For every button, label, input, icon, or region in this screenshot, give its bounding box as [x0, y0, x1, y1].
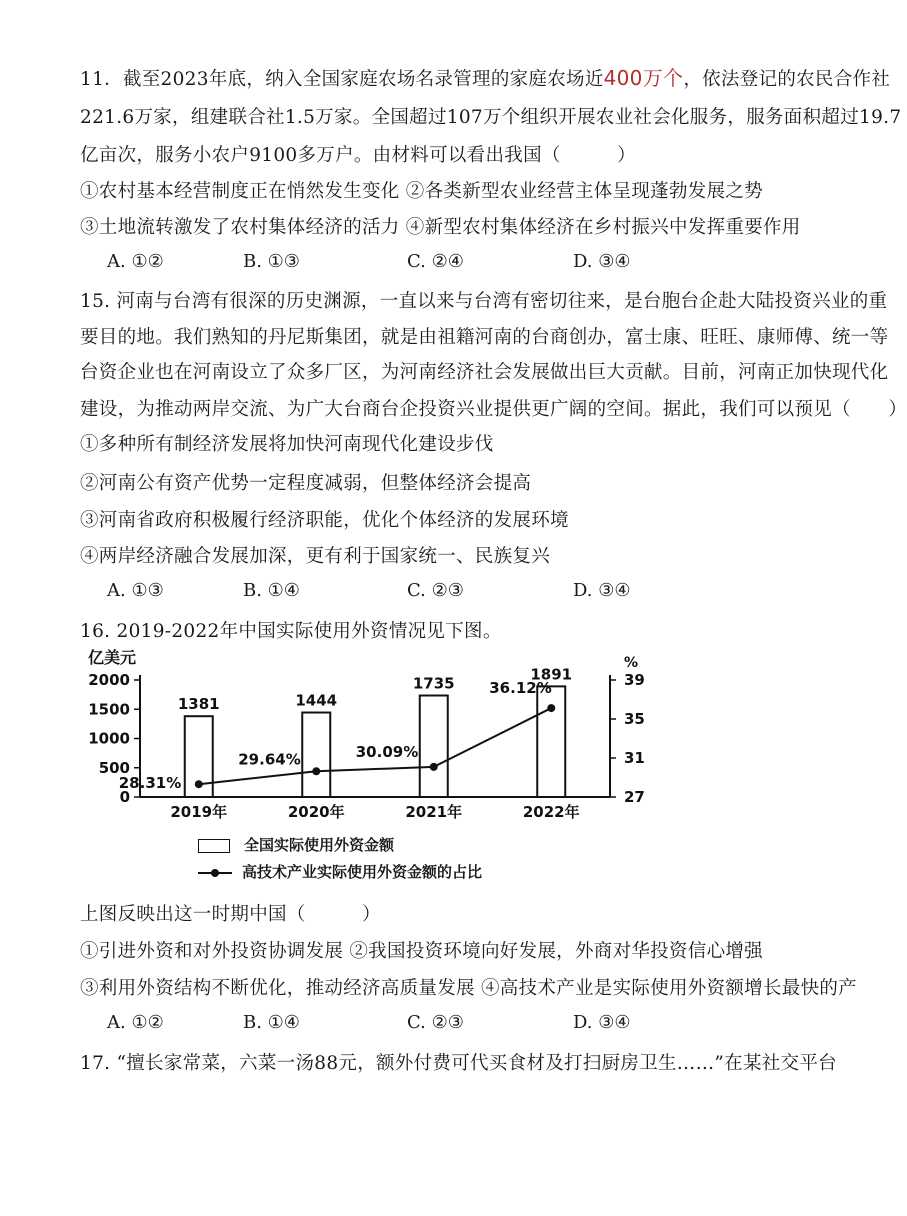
bar-value-label: 1735 [412, 674, 455, 693]
y2-tick-label: 35 [624, 710, 645, 728]
q14-handwritten-annotation: 400万个 [603, 66, 684, 90]
q14-statement-12: ①农村基本经营制度正在悄然发生变化 ②各类新型农业经营主体呈现蓬勃发展之势 [80, 181, 763, 202]
q15-option-b[interactable]: B. ①④ [243, 580, 300, 601]
y-axis-title: 亿美元 [88, 648, 137, 667]
q15-option-c[interactable]: C. ②③ [407, 580, 464, 601]
line-point [195, 780, 203, 788]
q15-statement-3: ③河南省政府积极履行经济职能，优化个体经济的发展环境 [80, 510, 569, 531]
y2-tick-label: 39 [624, 671, 645, 689]
q14-option-d[interactable]: D. ③④ [573, 251, 631, 272]
y-tick-label: 2000 [88, 671, 130, 689]
q16-statement-34: ③利用外资结构不断优化，推动经济高质量发展 ④高技术产业是实际使用外资额增长最快的产 [80, 978, 857, 999]
q16-option-d[interactable]: D. ③④ [573, 1012, 631, 1033]
q14-line-1 [80, 62, 890, 91]
q14-option-b[interactable]: B. ①③ [243, 251, 300, 272]
q14-option-a[interactable]: A. ①② [107, 251, 164, 272]
legend-line [198, 861, 482, 882]
q14-text-a: 11．截至2023年底，纳入全国家庭农场名录管理的家庭农场近 [80, 69, 604, 90]
bar-value-label: 1444 [295, 691, 338, 710]
x-tick-label: 2022年 [522, 803, 580, 821]
y-tick-label: 1500 [88, 700, 130, 719]
legend-bar-label: 全国实际使用外资金额 [244, 836, 395, 854]
bar [302, 713, 330, 797]
line-value-label: 36.12% [489, 679, 552, 698]
y-tick-label: 0 [119, 788, 130, 806]
line-point [312, 767, 320, 775]
foreign-investment-chart [80, 645, 680, 825]
q15-line-3: 台资企业也在河南设立了众多厂区，为河南经济社会发展做出巨大贡献。目前，河南正加快现代化 [80, 362, 889, 383]
x-tick-label: 2019年 [170, 803, 228, 821]
legend-line-swatch [198, 868, 232, 878]
x-tick-label: 2020年 [287, 803, 345, 821]
y2-tick-label: 27 [624, 788, 645, 806]
line-value-label: 30.09% [355, 742, 419, 761]
line-value-label: 28.31% [118, 774, 182, 793]
q14-line-3: 亿亩次，服务小农户9100多万户。由材料可以看出我国（ ） [80, 145, 636, 166]
q16-statement-12: ①引进外资和对外投资协调发展 ②我国投资环境向好发展，外商对华投资信心增强 [80, 941, 763, 962]
line-point [430, 763, 438, 771]
q16-stem: 16. 2019-2022年中国实际使用外资情况见下图。 [80, 621, 502, 642]
q14-line-2: 221.6万家，组建联合社1.5万家。全国超过107万个组织开展农业社会化服务，服务面积超过19.7 [80, 107, 902, 128]
q15-line-2: 要目的地。我们熟知的丹尼斯集团，就是由祖籍河南的台商创办，富士康、旺旺、康师傅、统一等 [80, 327, 889, 348]
q17-line-1: 17. “擅长家常菜，六菜一汤88元，额外付费可代买食材及打扫厨房卫生……”在某社交平台 [80, 1053, 837, 1074]
q15-statement-1: ①多种所有制经济发展将加快河南现代化建设步伐 [80, 434, 494, 455]
q16-option-a[interactable]: A. ①② [107, 1012, 164, 1033]
q16-question: 上图反映出这一时期中国（ ） [80, 904, 381, 925]
q14-option-c[interactable]: C. ②④ [407, 251, 464, 272]
bar [537, 686, 565, 797]
bar-value-label: 1891 [530, 665, 573, 684]
q16-option-c[interactable]: C. ②③ [407, 1012, 464, 1033]
y-tick-label: 500 [98, 758, 130, 777]
q14-statement-34: ③土地流转激发了农村集体经济的活力 ④新型农村集体经济在乡村振兴中发挥重要作用 [80, 217, 801, 238]
legend-line-label: 高技术产业实际使用外资金额的占比 [242, 863, 483, 881]
q15-option-d[interactable]: D. ③④ [573, 580, 631, 601]
q15-line-1: 15. 河南与台湾有很深的历史渊源，一直以来与台湾有密切往来，是台胞台企赴大陆投资兴业的重 [80, 291, 888, 312]
q15-option-a[interactable]: A. ①③ [107, 580, 164, 601]
line-point [547, 704, 555, 712]
q15-line-4: 建设，为推动两岸交流、为广大台商台企投资兴业提供更广阔的空间。据此，我们可以预见（ ） [80, 399, 907, 420]
y2-axis-title: % [624, 655, 639, 671]
y2-tick-label: 31 [624, 749, 645, 767]
bar [420, 696, 448, 797]
q16-option-b[interactable]: B. ①④ [243, 1012, 300, 1033]
q15-statement-4: ④两岸经济融合发展加深，更有利于国家统一、民族复兴 [80, 546, 551, 567]
chart-marks [88, 665, 645, 821]
x-tick-label: 2021年 [405, 803, 463, 821]
line-value-label: 29.64% [238, 750, 301, 769]
q14-text-b: ，依法登记的农民合作社 [683, 69, 891, 90]
bar-value-label: 1381 [177, 695, 220, 714]
legend-bar [198, 834, 394, 855]
q15-statement-2: ②河南公有资产优势一定程度减弱，但整体经济会提高 [80, 473, 532, 494]
legend-bar-swatch [198, 839, 230, 853]
y-tick-label: 1000 [88, 729, 130, 748]
